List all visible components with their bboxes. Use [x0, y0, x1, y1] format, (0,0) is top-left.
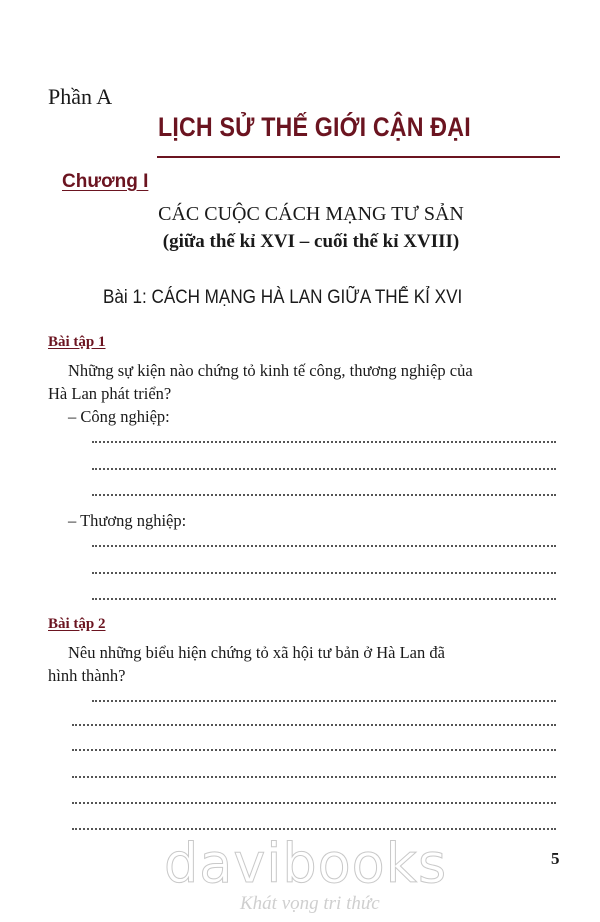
answer-line[interactable]: [72, 749, 556, 751]
answer-line[interactable]: [92, 468, 556, 470]
answer-line[interactable]: [72, 802, 556, 804]
answer-line[interactable]: [92, 572, 556, 574]
chapter-title: CÁC CUỘC CÁCH MẠNG TƯ SẢN: [158, 203, 464, 225]
watermark-logo: davibooks: [164, 832, 448, 895]
answer-line[interactable]: [92, 545, 556, 547]
exercise-1-question-line2: Hà Lan phát triển?: [48, 384, 172, 403]
chapter-subtitle: (giữa thế kỉ XVI – cuối thế kỉ XVIII): [162, 231, 460, 252]
answer-line[interactable]: [72, 724, 556, 726]
answer-line[interactable]: [92, 441, 556, 443]
answer-line[interactable]: [72, 828, 556, 830]
answer-line[interactable]: [92, 494, 556, 496]
page-number: 5: [551, 849, 560, 868]
exercise-1-item-commerce: – Thương nghiệp:: [68, 511, 187, 530]
exercise-1-item-industry: – Công nghiệp:: [68, 407, 170, 426]
title-underline-rule: [157, 156, 560, 158]
chapter-label: Chương I: [62, 171, 149, 192]
exercise-2-question-line1: Nêu những biểu hiện chứng tỏ xã hội tư bản ở Hà Lan đã: [68, 643, 445, 662]
watermark-tagline: Khát vọng tri thức: [240, 893, 380, 914]
answer-line[interactable]: [92, 598, 556, 600]
exercise-1-label: Bài tập 1: [48, 334, 106, 350]
answer-line[interactable]: [92, 700, 556, 702]
exercise-1-question-line1: Những sự kiện nào chứng tỏ kinh tế công, thương nghiệp của: [68, 361, 473, 380]
part-label: Phần A: [48, 84, 113, 109]
exercise-1-question: [48, 359, 562, 405]
lesson-title: Bài 1: CÁCH MẠNG HÀ LAN GIỮA THẾ KỈ XVI: [103, 287, 463, 308]
answer-line[interactable]: [72, 776, 556, 778]
exercise-2-question-line2: hình thành?: [48, 666, 126, 685]
part-title: LỊCH SỬ THẾ GIỚI CẬN ĐẠI: [158, 112, 471, 142]
exercise-2-label: Bài tập 2: [48, 616, 106, 632]
exercise-2-question: [48, 641, 562, 687]
